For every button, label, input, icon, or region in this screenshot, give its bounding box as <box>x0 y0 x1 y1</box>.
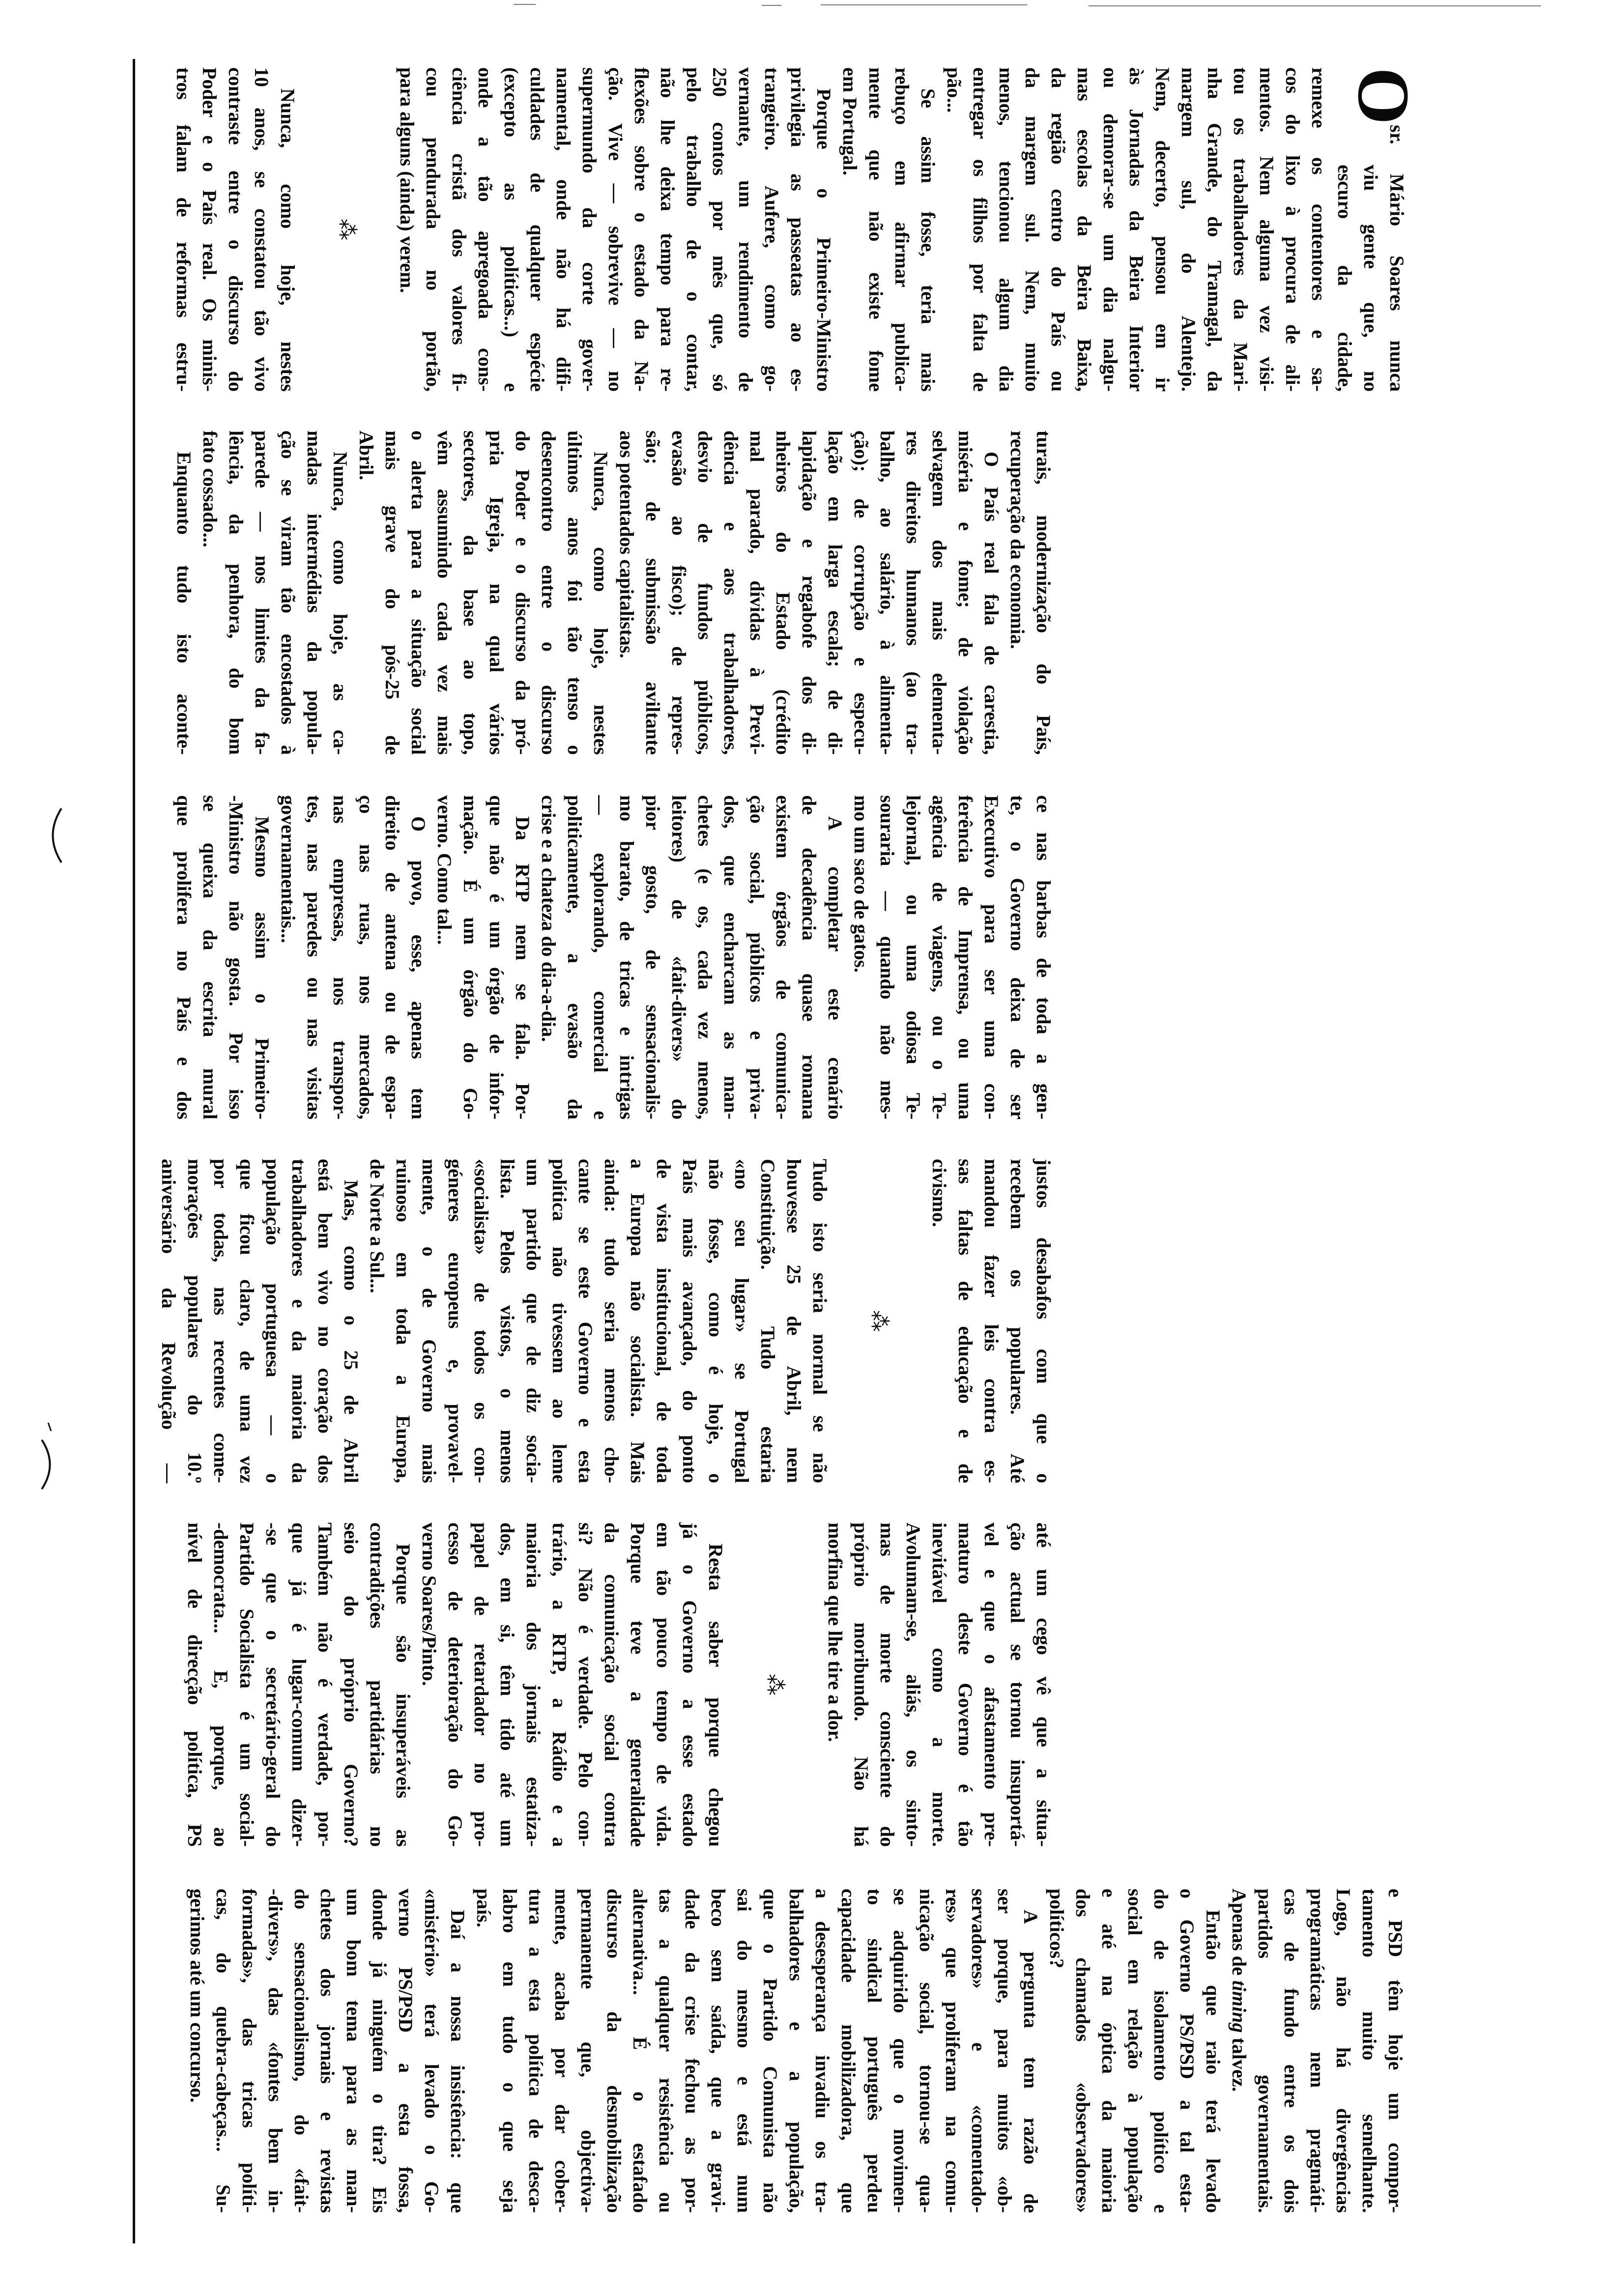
text-line: do de isolamento político e <box>1150 1889 1172 2213</box>
text-line: mas escolas da Beira Baixa, <box>1073 67 1095 392</box>
text-line: chetes dos jornais e revistas <box>317 1889 339 2213</box>
text-line: chetes (e os, cada vez menos, <box>694 795 716 1119</box>
text-line: programáticas nem pragmáti- <box>1306 1889 1328 2213</box>
article-paragraph <box>156 1159 364 1483</box>
text-line: (excepto as políticas...) e <box>500 67 522 392</box>
text-line: permanente que, objectiva- <box>577 1889 599 2213</box>
text-line: Daí a nossa insistência: que <box>447 1910 469 2213</box>
article-paragraph <box>471 1889 1044 2213</box>
text-line: sai do mesmo e está num <box>733 1889 755 2213</box>
article-column-4 <box>156 1159 1057 1483</box>
text-line: maioria dos jornais estatiza- <box>522 1522 545 1847</box>
text-line: tamento muito semelhante. <box>1358 1889 1381 2213</box>
article-paragraph <box>536 795 848 1119</box>
text-line: sas faltas de educação e de <box>954 1159 977 1483</box>
text-line: ou demorar-se um dia nalgu- <box>1099 67 1122 392</box>
article-paragraph <box>171 795 275 1119</box>
text-line: se queixa da escrita mural <box>199 795 221 1119</box>
text-line: leitores) de «fait-divers» do <box>668 795 690 1119</box>
text-line: namental, onde não há difi- <box>552 67 575 392</box>
text-line: recuperação da economia. <box>1007 430 1029 649</box>
text-line: formadas», das tricas políti- <box>238 1889 260 2213</box>
text-line: ce nas barbas de toda a gen- <box>1033 795 1055 1119</box>
text-line: — explorando, comercial e <box>590 795 612 1119</box>
text-line: morfina que lhe tire a dor. <box>824 1522 846 1742</box>
text-line: Abril. <box>355 430 377 481</box>
text-line: Logo, não há divergências <box>1332 1889 1354 2213</box>
text-line: Da RTP nem se fala. Por- <box>512 816 534 1119</box>
text-line: Nem, decerto, pensou em ir <box>1151 67 1174 392</box>
text-line: vêm assumindo cada vez mais <box>433 430 456 755</box>
text-line: população portuguesa — o <box>262 1159 284 1483</box>
text-line: lapidação e regabofe dos di- <box>798 430 820 755</box>
text-line: mentos. Nem alguma vez visi- <box>1256 67 1278 392</box>
text-line: nas empresas, nos transpor- <box>329 795 351 1119</box>
text-line: por todas, nas recentes come- <box>210 1159 232 1483</box>
text-line: aos potentados capitalistas. <box>616 430 638 659</box>
text-line: flexões sobre o estado da Na- <box>631 67 653 392</box>
article-paragraph <box>614 430 1005 755</box>
article-paragraph <box>171 67 301 392</box>
text-line: pelo trabalho de o contar, <box>683 67 705 392</box>
article-paragraph <box>848 795 1057 1119</box>
text-line: rebuço em afirmar publica- <box>891 67 913 392</box>
article-paragraph <box>184 1889 471 2213</box>
text-line: lejornal, ou uma odiosa Te- <box>902 795 924 1119</box>
article-paragraph <box>364 1159 833 1483</box>
text-line: politicamente, a evasão da <box>564 795 586 1119</box>
text-line: verno PS/PSD a esta fossa, <box>395 1889 417 2213</box>
article-column-1 <box>171 67 1424 392</box>
text-line: trabalhadores e da maioria da <box>288 1159 310 1483</box>
text-line: Porque teve a generalidade <box>627 1522 649 1847</box>
text-line: balhadores e a população, <box>785 1889 807 2213</box>
text-line: pior gosto, de sensacionalis- <box>642 795 664 1119</box>
text-line: pão... <box>943 67 965 113</box>
text-line: que não é um órgão de infor- <box>486 795 508 1119</box>
text-line: da margem sul. Nem, muito <box>1021 67 1043 392</box>
text-line: às Jornadas da Beira Interior <box>1125 67 1148 392</box>
text-line: o alerta para a situação social <box>407 430 430 755</box>
text-line: dos, que encharcam as man- <box>720 795 742 1119</box>
text-line: tes, nas paredes ou nas visitas <box>303 795 325 1119</box>
text-line: de Norte a Sul... <box>366 1159 388 1293</box>
text-line: tou os trabalhadores da Mari- <box>1230 67 1252 392</box>
text-line: «no seu lugar» se Portugal <box>731 1159 753 1483</box>
text-line: entregar os filhos por falta de <box>969 67 991 392</box>
text-line: cou pendurada no portão, <box>422 67 444 392</box>
text-line: mais grave do pós-25 de <box>381 430 403 755</box>
article-paragraph <box>353 430 614 755</box>
text-line: país. <box>473 1889 495 1927</box>
text-line: desvio de fundos públicos, <box>694 430 716 755</box>
text-line: Enquanto tudo isto aconte- <box>173 452 195 755</box>
text-line: Tudo isto seria normal se não <box>809 1159 831 1483</box>
text-line: A pergunta tem razão de <box>1020 1910 1042 2213</box>
text-line: e até na óptica da maioria <box>1098 1889 1120 2213</box>
article-paragraph <box>416 1522 729 1847</box>
text-line: souraria — quando não mes- <box>876 795 898 1119</box>
text-line: aniversário da Revolução — <box>158 1159 180 1483</box>
text-line: não fosse, como é hoje, o <box>705 1159 727 1483</box>
text-line: são; de submissão aviltante <box>642 430 664 755</box>
text-line: cante se este Governo e esta <box>575 1159 597 1483</box>
article-paragraph <box>1005 430 1057 755</box>
article-paragraph <box>171 430 197 755</box>
text-line: civismo. <box>928 1159 950 1227</box>
text-line: miséria e fome; de violação <box>954 430 977 755</box>
text-line: recebem os populares. Até <box>1007 1159 1029 1483</box>
text-line: margem sul, do Alentejo. <box>1178 67 1200 392</box>
text-line: nheiros do Estado (crédito <box>772 430 794 755</box>
text-line: ferência de Imprensa, ou uma <box>954 795 977 1119</box>
text-line: cas, do quebra-cabeças... Su- <box>212 1889 234 2213</box>
text-line: ser porque, para muitos «ob- <box>994 1889 1016 2213</box>
text-line: política não tivessem ao leme <box>548 1159 571 1483</box>
text-line: ainda: tudo seria menos cho- <box>601 1159 623 1483</box>
text-line: ço nas ruas, nos mercados, <box>355 795 377 1119</box>
text-line: já o Governo a esse estado <box>679 1522 701 1847</box>
text-line: Resta saber porque chegou <box>705 1544 727 1847</box>
text-line: se adquirido que o movimen- <box>890 1889 912 2213</box>
text-line: dos chamados «observadores» <box>1072 1889 1094 2213</box>
text-line: discurso da desmobilização <box>603 1889 625 2213</box>
text-line: -divers», das «fontes bem in- <box>264 1889 287 2213</box>
text-line: vel e que o afastamento pre- <box>980 1522 1003 1847</box>
text-line: lência, da penhora, do bom <box>225 430 247 755</box>
text-line: A completar este cenário <box>824 816 846 1119</box>
text-line: ruinoso em toda a Europa, <box>392 1159 414 1483</box>
text-line: ção se viram tão encostados à <box>277 430 299 755</box>
text-line: madas intermédias da popula- <box>303 430 325 755</box>
text-line: Mas, como o 25 de Abril <box>340 1180 362 1483</box>
article-paragraph <box>182 1522 416 1847</box>
text-line: evasão ao fisco); de repres- <box>668 430 690 755</box>
text-line: O povo, esse, apenas tem <box>407 816 430 1119</box>
text-line: Nunca, como hoje, nestes <box>590 452 612 755</box>
article-paragraph <box>837 67 941 392</box>
text-line: mas de morte consciente do <box>876 1522 898 1847</box>
text-line: dência e aos trabalhadores, <box>720 430 742 755</box>
text-line: trangeiro. Aufere, como go- <box>761 67 783 392</box>
text-line: ção social, públicos e priva- <box>746 795 768 1119</box>
text-line: ciência cristã dos valores fi- <box>448 67 470 392</box>
article-column-2 <box>171 430 1057 755</box>
text-line: privilegia as passeatas ao es- <box>787 67 809 392</box>
text-line: mente, o de Governo mais <box>418 1159 440 1483</box>
text-line: «socialista» de todos os con- <box>470 1159 492 1483</box>
text-line: O País real fala de carestia, <box>980 452 1003 755</box>
text-line: Nunca, como hoje, as ca- <box>329 452 351 755</box>
text-line: verno. Como tal... <box>433 795 456 945</box>
text-line: não lhe deixa tempo para re- <box>657 67 679 392</box>
text-line: do Poder e o discurso da pró- <box>512 430 534 755</box>
text-line: Nunca, como hoje, nestes <box>277 88 299 392</box>
text-line: de vista institucional, de toda <box>653 1159 675 1483</box>
text-line: Constituição. Tudo estaria <box>757 1159 779 1483</box>
text-line: Mesmo assim o Primeiro- <box>251 816 273 1119</box>
text-line: ção); de corrupção e especu- <box>850 430 872 755</box>
text-line: houvesse 25 de Abril, nem <box>783 1159 805 1483</box>
text-line: escuro da cidade, <box>1334 165 1356 392</box>
text-line: do sensacionalismo, do «fait- <box>290 1889 313 2213</box>
text-line: mandou fazer leis contra es- <box>980 1159 1003 1483</box>
article-paragraph <box>941 67 1424 392</box>
text-line: pria Igreja, na qual vários <box>486 430 508 755</box>
text-line: Apenas de timing talvez. <box>1228 1889 1250 2092</box>
text-line: mente que não existe fome <box>865 67 887 392</box>
text-line: Porque são insuperáveis as <box>392 1544 414 1847</box>
text-line: nha Grande, do Tramagal, da <box>1204 67 1226 392</box>
article-paragraph <box>1226 1889 1409 2213</box>
text-line: parede — nos limites da fa- <box>251 430 273 755</box>
text-line: seio do próprio Governo? <box>340 1522 362 1847</box>
text-line: partidos governamentais. <box>1254 1889 1276 2213</box>
text-line: beco sem saída, que a gravi- <box>707 1889 729 2213</box>
text-line: balho, ao salário, à alimenta- <box>876 430 898 755</box>
text-line: turais, modernização do País, <box>1033 430 1055 755</box>
text-line: a Europa não socialista. Mais <box>627 1159 649 1483</box>
text-line: existem órgãos de comunica- <box>772 795 794 1119</box>
section-separator-asterism: ⁂ <box>335 219 360 240</box>
text-line: da região centro do País ou <box>1047 67 1069 392</box>
text-line: para alguns (ainda) verem. <box>396 67 418 293</box>
section-separator-asterism: ⁂ <box>763 1674 788 1695</box>
article-paragraph <box>432 795 536 1119</box>
text-line: últimos anos foi tão tenso o <box>564 430 586 755</box>
text-line: que ficou claro, de uma vez <box>236 1159 258 1483</box>
article-paragraph <box>926 1159 1057 1483</box>
text-line: agência de viagens, ou o Te- <box>928 795 950 1119</box>
text-line: menos, tencionou algum dia <box>995 67 1017 392</box>
text-line: que já é lugar-comum dizer- <box>288 1522 310 1847</box>
text-line: selvagem dos mais elementa- <box>928 430 950 755</box>
text-line: Porque o Primeiro-Ministro <box>813 88 835 392</box>
italic-word: timing <box>1228 1980 1250 2033</box>
drop-cap: O <box>1343 67 1424 125</box>
text-line: sectores, da base ao topo, <box>460 430 482 755</box>
text-line: «mistério» terá levado o Go- <box>421 1889 443 2213</box>
text-line: mente, acaba por dar cober- <box>551 1889 573 2213</box>
text-line: mal parado, dívidas à Previ- <box>746 430 768 755</box>
text-line: trário, a RTP, a Rádio e a <box>548 1522 571 1847</box>
article-paragraph <box>1044 1889 1226 2213</box>
text-line: ção actual se tornou insuportá- <box>1007 1522 1029 1847</box>
text-line: nível de direcção política, PS <box>184 1522 206 1847</box>
text-line: cos do lixo à procura de ali- <box>1282 67 1304 392</box>
text-line: um partido que de diz socia- <box>522 1159 545 1483</box>
text-line: o Governo PS/PSD a tal esta- <box>1176 1889 1198 2213</box>
article-paragraph <box>197 430 353 755</box>
article-column-3 <box>171 795 1057 1119</box>
text-line: Executivo para ser uma con- <box>980 795 1003 1119</box>
text-line: 10 anos, se constatou tão vivo <box>251 67 273 392</box>
text-line: -se que o secretário-geral do <box>262 1522 284 1847</box>
text-line: cas de fundo entre os dois <box>1280 1889 1302 2213</box>
text-line: 250 contos por mês que, só <box>709 67 731 392</box>
text-line: géneres europeus e, provavel- <box>444 1159 466 1483</box>
text-line: te, o Governo deixa de ser <box>1007 795 1029 1119</box>
article-paragraph <box>394 67 837 392</box>
text-line: próprio moribundo. Não há <box>850 1522 872 1847</box>
text-line: direito de antena ou de espa- <box>381 795 403 1119</box>
text-line: da comunicação social contra <box>601 1522 623 1847</box>
text-line: verno Soares/Pinto. <box>418 1522 440 1686</box>
text-line: contraste entre o discurso do <box>225 67 247 392</box>
text-line: dade da crise fechou as por- <box>681 1889 703 2213</box>
text-line: viu gente que, no <box>1360 165 1382 392</box>
article-paragraph <box>822 1522 1057 1847</box>
text-line: culdades de qualquer espécie <box>526 67 548 392</box>
text-line: Também não é verdade, por- <box>314 1522 336 1847</box>
text-line: alternativa... É o estafado <box>629 1889 651 2213</box>
text-line: remexe os contentores e sa- <box>1308 67 1330 392</box>
text-line: lista. Pelos vistos, o menos <box>496 1159 518 1483</box>
text-line: tas a qualquer resistência ou <box>655 1889 677 2213</box>
text-line: servadores» e «comentado- <box>968 1889 990 2213</box>
text-line: a desesperança invadiu os tra- <box>811 1889 834 2213</box>
text-line: um bom tema para as man- <box>343 1889 365 2213</box>
text-line: até um cego vê que a situa- <box>1033 1522 1055 1847</box>
text-line: res» que proliferam na comu- <box>942 1889 964 2213</box>
text-line: nicação social, tornou-se qua- <box>916 1889 938 2213</box>
text-line: Poder e o País real. Os minis- <box>199 67 221 392</box>
text-line: donde já ninguém o tira? Eis <box>369 1889 391 2213</box>
text-line: políticos? <box>1046 1889 1068 1969</box>
text-line: inevitável como a morte. <box>928 1522 950 1847</box>
text-line: Se assim fosse, teria mais <box>917 88 939 392</box>
text-line: em Portugal. <box>839 67 861 175</box>
text-line: papel de retardador no pro- <box>470 1522 492 1847</box>
text-line: de decadência quase romana <box>798 795 820 1119</box>
text-line: vernante, um rendimento de <box>735 67 757 392</box>
text-line: -Ministro não gosta. Por isso <box>225 795 247 1119</box>
text-line: mo barato, de tricas e intrigas <box>616 795 638 1119</box>
text-line: -democrata... E, porque, ao <box>210 1522 232 1847</box>
text-line: em tão pouco tempo de vida. <box>653 1522 675 1847</box>
text-line: labro em tudo o que seja <box>499 1889 521 2213</box>
text-line: onde a tão apregoada cons- <box>474 67 496 392</box>
text-line: capacidade mobilizadora, que <box>837 1889 860 2213</box>
text-line: supermundo da corte gover- <box>578 67 601 392</box>
text-line: crise e a chateza do dia-a-dia. <box>538 795 560 1042</box>
text-line: gerimos até um concurso. <box>186 1889 208 2103</box>
text-line: sr. Mário Soares nunca <box>1386 125 1408 392</box>
text-line: Partido Socialista é um social- <box>236 1522 258 1847</box>
section-separator-asterism: ⁂ <box>867 1310 892 1332</box>
text-line: desencontro entre o discurso <box>538 430 560 755</box>
text-line: Avolumam-se, aliás, os sinto- <box>902 1522 924 1847</box>
text-line: País mais avançado, do ponto <box>679 1159 701 1483</box>
text-line: lação em larga escala; de di- <box>824 430 846 755</box>
text-line: justos desabafos com que o <box>1033 1159 1055 1483</box>
text-line: mo um saco de gatos. <box>850 795 872 973</box>
text-line: si? Não é verdade. Pelo con- <box>575 1522 597 1847</box>
text-line: tros falam de reformas estru- <box>173 67 195 392</box>
text-line: ção. Vive — sobrevive — no <box>604 67 627 392</box>
article-column-6 <box>184 1889 1409 2213</box>
text-line: e PSD têm hoje um compor- <box>1384 1889 1407 2213</box>
text-line: cesso de deterioração do Go- <box>444 1522 466 1847</box>
text-line: governamentais... <box>277 795 299 944</box>
text-line: fato cossado... <box>199 430 221 547</box>
text-line: maturo deste Governo é tão <box>954 1522 977 1847</box>
text-line: social em relação à população <box>1124 1889 1146 2213</box>
text-line: res direitos humanos (ao tra- <box>902 430 924 755</box>
text-line: Então que raio terá levado <box>1202 1910 1224 2213</box>
text-line: morações populares do 10.º <box>184 1159 206 1483</box>
text-line: to sindical português perdeu <box>864 1889 886 2213</box>
text-line: que o Partido Comunista não <box>759 1889 781 2213</box>
text-line: está bem vivo no coração dos <box>314 1159 336 1483</box>
text-line: contradições partidárias no <box>366 1522 388 1847</box>
article-paragraph <box>275 795 432 1119</box>
text-line: tura a esta política de desca- <box>525 1889 547 2213</box>
article-column-5 <box>182 1522 1057 1847</box>
text-line: dos, em si, têm tido até um <box>496 1522 518 1847</box>
text-line: mação. É um órgão do Go- <box>460 795 482 1119</box>
text-line: que prolifera no País e dos <box>173 795 195 1119</box>
